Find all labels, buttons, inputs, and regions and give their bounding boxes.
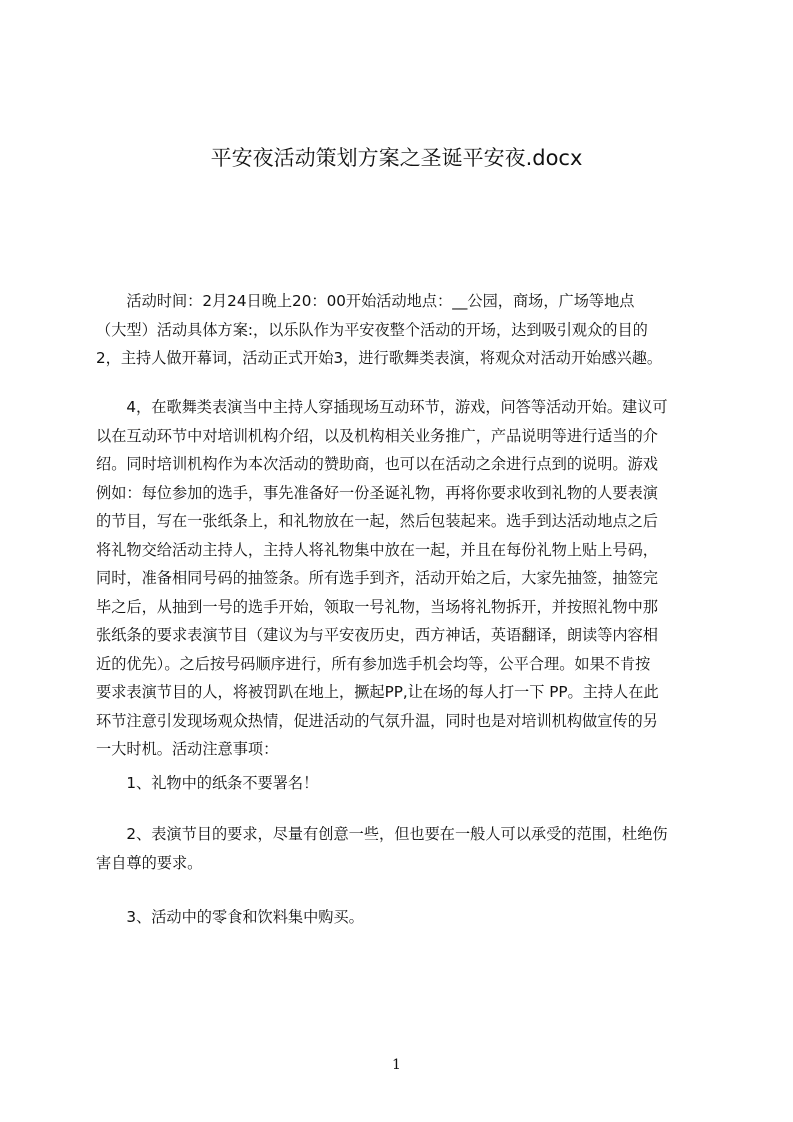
text-line: 1、礼物中的纸条不要署名！ <box>96 774 319 792</box>
text-line: 要求表演节目的人，将被罚趴在地上，撅起PP,让在场的每人打一下 PP。主持人在此 <box>96 683 659 701</box>
page-number: 1 <box>392 1057 401 1073</box>
text-line: 一大时机。活动注意事项： <box>96 740 279 758</box>
text-line: 环节注意引发现场观众热情，促进活动的气氛升温，同时也是对培训机构做宣传的另 <box>96 711 658 730</box>
text-line: （大型）活动具体方案:，以乐队作为平安夜整个活动的开场，达到吸引观众的目的 <box>96 320 648 339</box>
text-line: 3、活动中的零食和饮料集中购买。 <box>96 908 364 926</box>
paragraph-note-1 <box>96 769 716 798</box>
text-line: 2，主持人做开幕词，活动正式开始3，进行歌舞类表演，将观众对活动开始感兴趣。 <box>96 349 663 367</box>
text-line: 害自尊的要求。 <box>96 853 203 872</box>
text-line: 4，在歌舞类表演当中主持人穿插现场互动环节，游戏，问答等活动开始。建议可 <box>96 398 668 416</box>
text-line: 2、表演节目的要求，尽量有创意一些，但也要在一般人可以承受的范围，杜绝伤 <box>96 825 668 843</box>
paragraph-note-2 <box>96 820 716 877</box>
document-title: 平安夜活动策划方案之圣诞平安夜.docx <box>210 146 583 170</box>
paragraph-event-time <box>96 287 716 373</box>
text-line: 的节目，写在一张纸条上，和礼物放在一起，然后包装起来。选手到达活动地点之后 <box>96 512 658 530</box>
text-line: 活动时间：2月24日晚上20：00开始活动地点：__公园，商场，广场等地点 <box>96 292 635 310</box>
text-line: 张纸条的要求表演节目（建议为与平安夜历史，西方神话，英语翻译，朗读等内容相 <box>96 626 658 644</box>
text-line: 将礼物交给活动主持人，主持人将礼物集中放在一起，并且在每份礼物上贴上号码， <box>96 540 658 559</box>
text-line: 近的优先）。之后按号码顺序进行，所有参加选手机会均等，公平合理。如果不肯按 <box>96 654 651 673</box>
paragraph-game-description <box>96 393 716 764</box>
text-line: 以在互动环节中对培训机构介绍，以及机构相关业务推广，产品说明等进行适当的介 <box>96 426 658 445</box>
paragraph-note-3 <box>96 903 716 932</box>
text-line: 绍。同时培训机构作为本次活动的赞助商，也可以在活动之余进行点到的说明。游戏 <box>96 455 658 473</box>
text-line: 同时，准备相同号码的抽签条。所有选手到齐，活动开始之后，大家先抽签，抽签完 <box>96 569 658 587</box>
text-line: 毕之后，从抽到一号的选手开始，领取一号礼物，当场将礼物拆开，并按照礼物中那 <box>96 597 658 616</box>
text-line: 例如：每位参加的选手，事先准备好一份圣诞礼物，再将你要求收到礼物的人要表演 <box>96 483 658 502</box>
